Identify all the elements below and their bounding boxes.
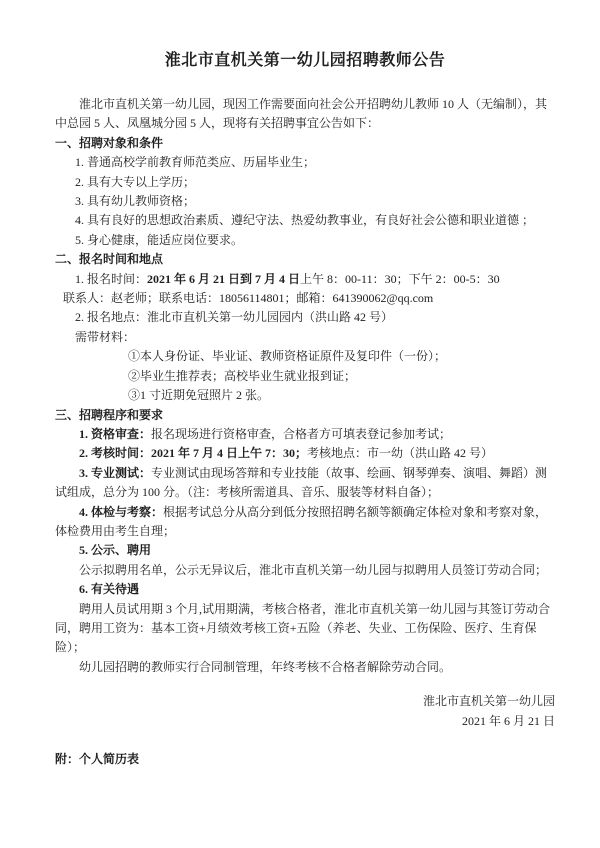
text-run: 公示拟聘用名单，公示无异议后，淮北市直机关第一幼儿园与拟聘用人员签订劳动合同； [79, 562, 548, 577]
text-run: 1. 资格审查： [79, 426, 152, 441]
signature-date [55, 712, 555, 731]
text-run: 需带材料： [75, 329, 136, 344]
attachment-note [55, 750, 555, 769]
material-item-2 [55, 367, 555, 386]
condition-item-1 [55, 153, 555, 172]
text-run: 3. 具有幼儿教师资格； [75, 194, 196, 209]
text-run: 考核地点：市一幼（洪山路 42 号） [307, 446, 494, 461]
text-run: 2. 报名地点：淮北市直机关第一幼儿园园内（洪山路 42 号） [75, 310, 394, 325]
text-run: 联系人：赵老师；联系电话：18056114801；邮箱：641390062@qq.com [63, 291, 434, 306]
text-run: ②毕业生推荐表；高校毕业生就业报到证； [128, 368, 357, 383]
procedure-item-3 [55, 464, 555, 503]
material-item-3 [55, 386, 555, 405]
section-3-heading [55, 406, 555, 425]
text-run: 淮北市直机关第一幼儿园，现因工作需要面向社会公开招聘幼儿教师 10 人（无编制），其中总园 5 人、凤凰城分园 5 人，现将有关招聘事宜公告如下： [55, 97, 548, 131]
text-run: ①本人身份证、毕业证、教师资格证原件及复印件（一份）； [128, 349, 447, 364]
material-item-1 [55, 347, 555, 366]
procedure-item-4 [55, 503, 555, 542]
signature-org [55, 692, 555, 711]
text-run: 聘用人员试用期 3 个月,试用期满，考核合格者，淮北市直机关第一幼儿园与其签订劳动合同，聘用工资为：基本工资+月绩效考核工资+五险（养老、失业、工伤保险、医疗、生育保险）； [55, 601, 551, 655]
procedure-item-6-heading [55, 580, 555, 599]
text-run: 5. 身心健康，能适应岗位要求。 [75, 232, 244, 247]
document-title: 淮北市直机关第一幼儿园招聘教师公告 [164, 52, 446, 69]
text-run: 一、招聘对象和条件 [55, 135, 164, 150]
materials-label [55, 328, 555, 347]
procedure-item-6-text [55, 600, 555, 658]
condition-item-5 [55, 231, 555, 250]
section-2-heading [55, 250, 555, 269]
text-run: 三、招聘程序和要求 [55, 407, 164, 422]
text-run: ③1 寸近期免冠照片 2 张。 [128, 388, 270, 403]
text-run: 4. 具有良好的思想政治素质、遵纪守法、热爱幼教事业，有良好社会公德和职业道德 ； [75, 213, 535, 228]
text-run: 根据考试总分从高分到低分按照招聘名额等额确定体检对象和考察对象，体检费用由考生自理； [55, 504, 548, 538]
text-run: 1. 普通高校学前教育师范类应、历届毕业生； [75, 155, 316, 170]
text-run: 专业测试由现场答辩和专业技能（故事、绘画、钢琴弹奏、演唱、舞蹈）测试组成，总分为 100 分。（注：考核所需道具、音乐、服装等材料自备）； [55, 465, 548, 500]
text-run: 5. 公示、聘用 [79, 543, 152, 558]
text-run: 2. 考核时间：2021 年 7 月 4 日上午 7：30； [79, 446, 308, 461]
text-run: 淮北市直机关第一幼儿园 [422, 694, 555, 709]
registration-place-item [55, 308, 555, 327]
contract-note [55, 658, 555, 677]
registration-time-item [55, 270, 555, 289]
text-run: 6. 有关待遇 [79, 582, 140, 597]
contact-line [55, 289, 555, 308]
text-run: 3. 专业测试： [79, 465, 152, 480]
section-1-heading [55, 134, 555, 153]
condition-item-2 [55, 173, 555, 192]
procedure-item-1 [55, 425, 555, 444]
text-run: 二、报名时间和地点 [55, 252, 164, 267]
procedure-item-5-text [55, 561, 555, 580]
intro-paragraph [55, 95, 555, 134]
text-run: 2021 年 6 月 21 日到 7 月 4 日 [147, 271, 301, 286]
procedure-item-5-heading [55, 541, 555, 560]
condition-item-4 [55, 211, 555, 230]
document-body [55, 95, 555, 769]
text-run: 2. 具有大专以上学历； [75, 174, 196, 189]
text-run: 幼儿园招聘的教师实行合同制管理，年终考核不合格者解除劳动合同。 [79, 659, 452, 674]
text-run: 4. 体检与考察： [79, 504, 164, 519]
condition-item-3 [55, 192, 555, 211]
text-run: 1. 报名时间： [75, 271, 148, 286]
text-run: 报名现场进行资格审查，合格者方可填表登记参加考试； [151, 426, 452, 441]
text-run: 上午 8：00-11：30；下午 2：00-5：30 [300, 271, 500, 286]
procedure-item-2 [55, 444, 555, 463]
text-run: 2021 年 6 月 21 日 [461, 713, 555, 728]
text-run: 附：个人简历表 [55, 752, 140, 766]
